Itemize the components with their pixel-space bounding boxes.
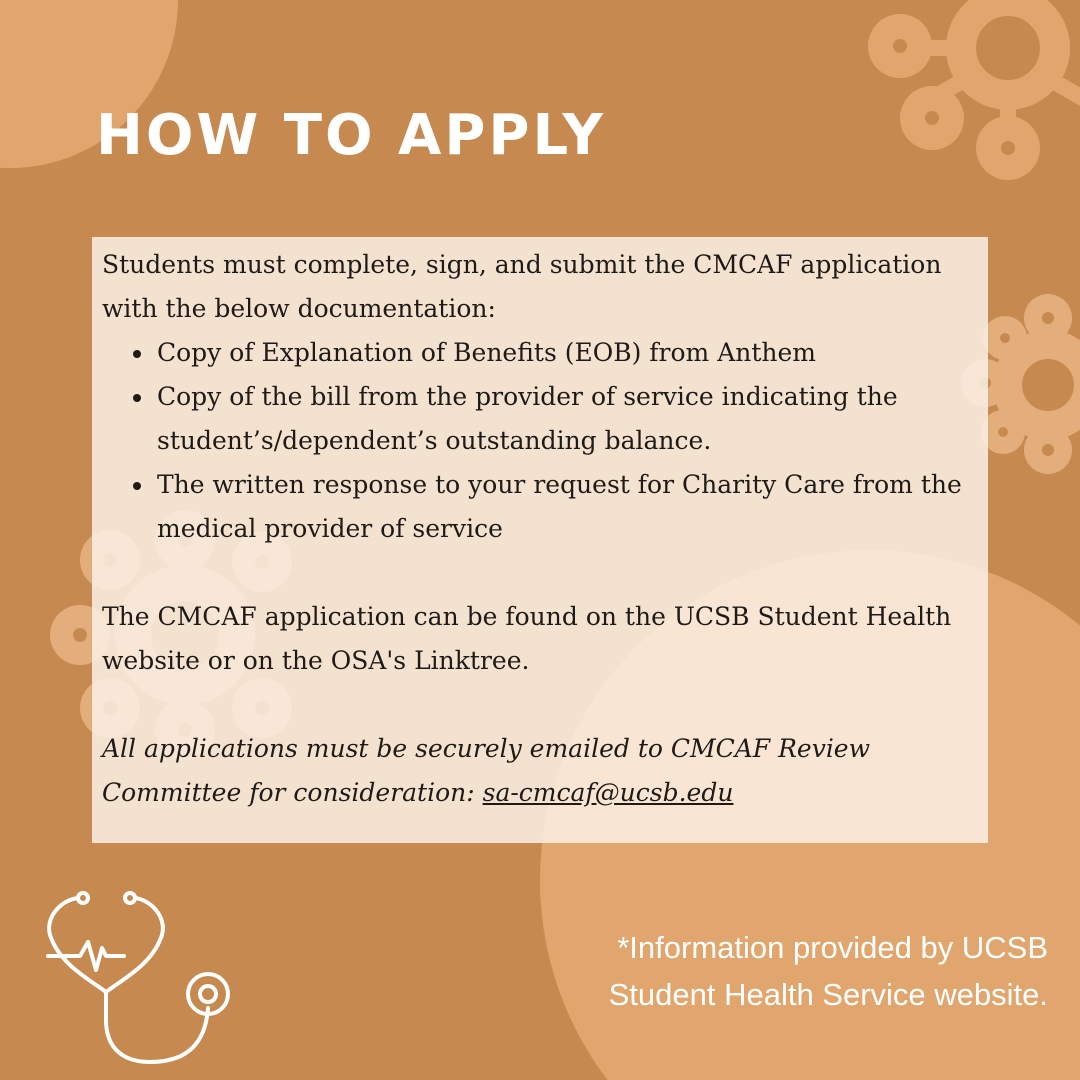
required-documents-list — [102, 331, 978, 551]
intro-text: Students must complete, sign, and submit the CMCAF application with the below documentation: — [102, 250, 942, 323]
email-link[interactable]: sa-cmcaf@ucsb.edu — [482, 778, 734, 807]
list-item: • Copy of the bill from the provider of service indicating the student’s/dependent’s outstanding balance. — [155, 375, 978, 463]
stethoscope-icon — [40, 880, 260, 1070]
application-location-text: The CMCAF application can be found on the UCSB Student Health website or on the OSA's Linktree. — [102, 602, 952, 675]
submission-instructions — [102, 727, 978, 815]
list-item: • Copy of Explanation of Benefits (EOB) from Anthem — [155, 331, 978, 375]
application-instructions-card — [92, 237, 988, 843]
list-item: • The written response to your request for Charity Care from the medical provider of service — [155, 463, 978, 551]
submission-text: All applications must be securely emailed to CMCAF Review Committee for consideration: — [102, 734, 871, 807]
page-title: HOW TO APPLY — [96, 103, 606, 168]
virus-icon — [868, 0, 1080, 180]
source-footnote: *Information provided by UCSB Student Health Service website. — [608, 930, 1048, 1012]
